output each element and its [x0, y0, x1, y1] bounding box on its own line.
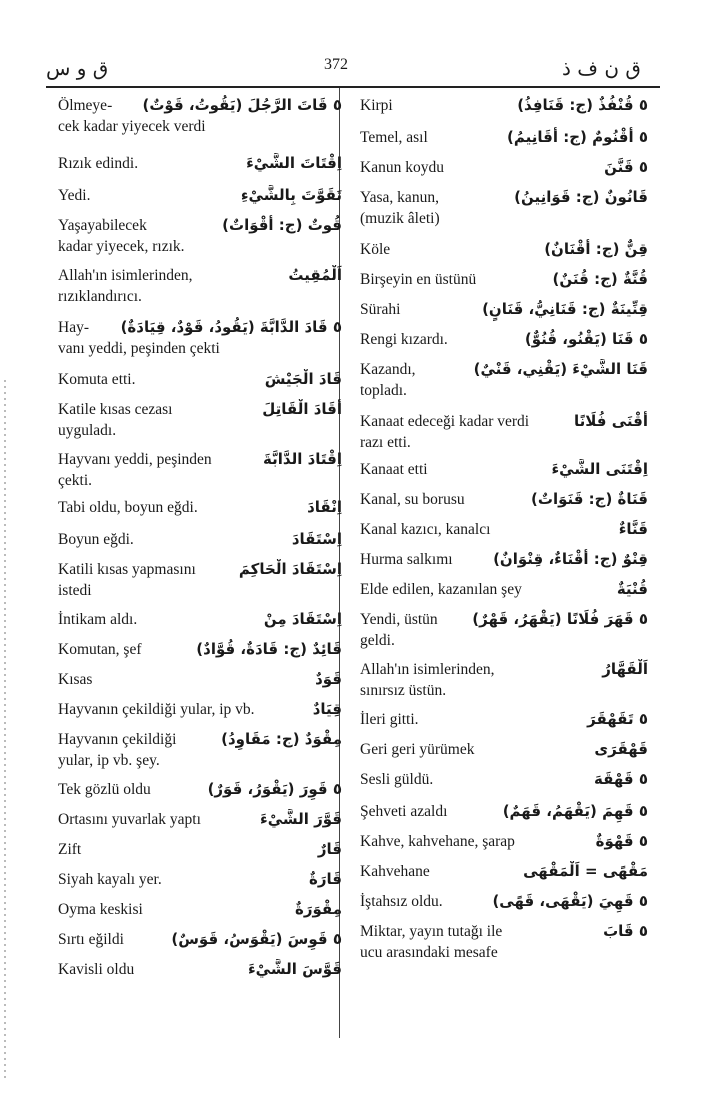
dictionary-entry: [58, 609, 342, 639]
turkish-definition: Zift: [58, 841, 82, 858]
arabic-headword: مِقْوَدٌ (ج: مَقَاوِدُ): [221, 730, 342, 748]
header-left-letters: ق و س: [46, 56, 109, 80]
turkish-definition: Yaşayabilecek: [58, 217, 147, 234]
turkish-definition: Allah'ın isimlerinden,: [58, 267, 193, 284]
turkish-definition: Hayvanın çekildiği yular, ip vb.: [58, 701, 255, 718]
dictionary-entry: [58, 959, 342, 989]
dictionary-entry: [360, 95, 648, 127]
arabic-headword: اِسْتَقَادَ: [291, 530, 342, 548]
turkish-definition: Köle: [360, 241, 391, 258]
dictionary-entry: [360, 459, 648, 489]
arabic-headword: قُنْيَةٌ: [616, 580, 648, 598]
turkish-definition: Allah'ın isimlerinden,: [360, 661, 495, 678]
turkish-definition: Katili kısas yapmasını: [58, 561, 196, 578]
dictionary-entry: [58, 529, 342, 559]
turkish-definition: İleri gitti.: [360, 711, 419, 728]
dictionary-entry: [360, 549, 648, 579]
turkish-definition: Hay-: [58, 319, 89, 336]
dictionary-entry: [360, 239, 648, 269]
definition-continuation: vanı yeddi, peşinden çekti: [58, 340, 220, 357]
definition-continuation: (muzik âleti): [360, 210, 440, 227]
turkish-definition: Rızık edindi.: [58, 155, 139, 172]
arabic-headword: أَقْنَى فُلَانًا: [574, 412, 648, 430]
arabic-headword: قَهْقَرَى: [594, 740, 648, 758]
turkish-definition: Hurma salkımı: [360, 551, 453, 568]
dictionary-entry: [360, 769, 648, 801]
arabic-headword: ٥ قَهْوَةٌ: [595, 832, 648, 850]
dictionary-entry: [360, 489, 648, 519]
dictionary-entry: [58, 559, 342, 609]
arabic-headword: ٥ قَنَا (يَقْنُو، قُنُوٌّ): [524, 330, 648, 348]
arabic-headword: ٥ تَقَهْقَرَ: [587, 710, 648, 728]
arabic-headword: قُنَّةٌ (ج: قُنَنٌ): [552, 270, 648, 288]
arabic-headword: قِنٌّ (ج: أَقْنَانٌ): [544, 240, 648, 258]
arabic-headword: قَوَّسَ الشَّيْءَ: [247, 960, 342, 978]
definition-continuation: razı etti.: [360, 434, 411, 451]
dictionary-entry: [58, 779, 342, 809]
arabic-headword: قَائِدٌ (ج: قَادَةٌ، قُوَّادٌ): [196, 640, 342, 658]
dictionary-entry: [360, 709, 648, 739]
definition-continuation: yular, ip vb. şey.: [58, 752, 160, 769]
turkish-definition: Kanal, su borusu: [360, 491, 465, 508]
turkish-definition: Katile kısas cezası: [58, 401, 173, 418]
turkish-definition: Yedi.: [58, 187, 91, 204]
dictionary-entry: [360, 739, 648, 769]
dictionary-entry: [360, 157, 648, 187]
turkish-definition: Tabi oldu, boyun eğdi.: [58, 499, 198, 516]
dictionary-entry: [58, 449, 342, 497]
arabic-headword: ٥ قَادَ الدَّابَّةَ (يَقُودُ، قَوْدٌ، قِيَادَةٌ): [120, 318, 342, 336]
dictionary-entry: [58, 729, 342, 779]
dictionary-entry: [58, 95, 342, 153]
definition-continuation: çekti.: [58, 472, 92, 489]
arabic-headword: ٥ قَهِمَ (يَقْهَمُ، قَهَمٌ): [502, 802, 648, 820]
dictionary-entry: [360, 831, 648, 861]
turkish-definition: Hayvanın çekildiği: [58, 731, 177, 748]
dictionary-entry: [58, 153, 342, 185]
arabic-headword: قَارٌ: [317, 840, 342, 858]
turkish-definition: Kahve, kahvehane, şarap: [360, 833, 515, 850]
arabic-headword: اِنْقَادَ: [307, 498, 342, 516]
dictionary-entry: [58, 669, 342, 699]
arabic-headword: قُوتٌ (ج: أَقْوَاتٌ): [222, 216, 342, 234]
dictionary-entry: [360, 519, 648, 549]
dictionary-entry: [58, 215, 342, 265]
dictionary-entry: [58, 929, 342, 959]
arabic-headword: قَنَاةٌ (ج: قَنَوَاتٌ): [531, 490, 648, 508]
dictionary-entry: [360, 801, 648, 831]
turkish-definition: Kanaat etti: [360, 461, 428, 478]
right-column: [360, 95, 648, 969]
dictionary-entry: [360, 659, 648, 709]
arabic-headword: قِنْوٌ (ج: أَقْنَاءٌ، قِنْوَانٌ): [493, 550, 648, 568]
page-header: [0, 56, 708, 86]
dictionary-entry: [360, 127, 648, 157]
header-rule: [46, 86, 660, 88]
dictionary-entry: [58, 317, 342, 369]
dictionary-entry: [58, 399, 342, 449]
dictionary-entry: [58, 699, 342, 729]
turkish-definition: Sırtı eğildi: [58, 931, 124, 948]
arabic-headword: ٥ قَوِسَ (يَقْوَسُ، قَوَسٌ): [171, 930, 342, 948]
dictionary-entry: [58, 899, 342, 929]
arabic-headword: ٥ قَهَرَ فُلَانًا (يَقْهَرُ، قَهْرٌ): [472, 610, 648, 628]
turkish-definition: Siyah kayalı yer.: [58, 871, 162, 888]
definition-continuation: ucu arasındaki mesafe: [360, 944, 498, 961]
turkish-definition: Kahvehane: [360, 863, 430, 880]
arabic-headword: مَقْهًى = اَلْمَقْهَى: [523, 862, 648, 880]
arabic-headword: ٥ قُنْفُذٌ (ج: قَنَافِذُ): [517, 96, 648, 114]
binding-gutter: [4, 380, 6, 1080]
turkish-definition: Oyma keskisi: [58, 901, 143, 918]
dictionary-entry: [360, 579, 648, 609]
definition-continuation: topladı.: [360, 382, 407, 399]
turkish-definition: Komutan, şef: [58, 641, 142, 658]
dictionary-entry: [58, 869, 342, 899]
definition-continuation: rızıklandırıcı.: [58, 288, 142, 305]
dictionary-entry: [360, 329, 648, 359]
arabic-headword: اِسْتَقَادَ مِنْ: [263, 610, 342, 628]
arabic-headword: قَادَ الْجَيْشَ: [264, 370, 342, 388]
header-right-letters: ق ن ف ذ: [562, 56, 641, 80]
turkish-definition: Kavisli oldu: [58, 961, 135, 978]
dictionary-entry: [58, 809, 342, 839]
arabic-headword: ٥ قَوِرَ (يَقْوَرُ، قَوَرٌ): [207, 780, 342, 798]
turkish-definition: Elde edilen, kazanılan şey: [360, 581, 522, 598]
dictionary-entry: [58, 839, 342, 869]
arabic-headword: قِيَادٌ: [312, 700, 342, 718]
arabic-headword: قَارَةٌ: [309, 870, 342, 888]
dictionary-entry: [360, 609, 648, 659]
arabic-headword: قَنَا الشَّيْءَ (يَقْنِي، قَنْيٌ): [473, 360, 648, 378]
definition-continuation: istedi: [58, 582, 92, 599]
turkish-definition: Hayvanı yeddi, peşinden: [58, 451, 212, 468]
arabic-headword: قَنَّاءٌ: [618, 520, 648, 538]
dictionary-entry: [58, 369, 342, 399]
arabic-headword: قَوَّرَ الشَّيْءَ: [260, 810, 342, 828]
turkish-definition: Boyun eğdi.: [58, 531, 134, 548]
turkish-definition: Komuta etti.: [58, 371, 136, 388]
turkish-definition: Şehveti azaldı: [360, 803, 448, 820]
turkish-definition: Yendi, üstün: [360, 611, 438, 628]
arabic-headword: اَلْمُقِيتُ: [288, 266, 342, 284]
turkish-definition: Kanal kazıcı, kanalcı: [360, 521, 491, 538]
dictionary-entry: [360, 359, 648, 411]
arabic-headword: قَوَدٌ: [315, 670, 342, 688]
arabic-headword: ٥ قَابَ: [603, 922, 648, 940]
definition-continuation: geldi.: [360, 632, 395, 649]
arabic-headword: ٥ قَنَّنَ: [604, 158, 648, 176]
dictionary-entry: [360, 861, 648, 891]
turkish-definition: İştahsız oldu.: [360, 893, 443, 910]
arabic-headword: اِقْتَادَ الدَّابَّةَ: [263, 450, 342, 468]
arabic-headword: اِقْتَنَى الشَّيْءَ: [551, 460, 648, 478]
arabic-headword: أَقَادَ الْقَاتِلَ: [262, 400, 342, 418]
dictionary-entry: [360, 269, 648, 299]
turkish-definition: Kanaat edeceği kadar verdi: [360, 413, 530, 430]
turkish-definition: Kirpi: [360, 97, 393, 114]
page-number: 372: [324, 56, 348, 73]
definition-continuation: cek kadar yiyecek verdi: [58, 118, 206, 135]
dictionary-entry: [360, 891, 648, 921]
turkish-definition: Rengi kızardı.: [360, 331, 448, 348]
turkish-definition: Kazandı,: [360, 361, 416, 378]
dictionary-entry: [58, 265, 342, 317]
arabic-headword: قِنِّينَةٌ (ج: قَنَانِيُّ، قَنَانٍ): [482, 300, 648, 318]
turkish-definition: Tek gözlü oldu: [58, 781, 151, 798]
turkish-definition: Kısas: [58, 671, 93, 688]
turkish-definition: Kanun koydu: [360, 159, 444, 176]
turkish-definition: Sürahi: [360, 301, 401, 318]
turkish-definition: Miktar, yayın tutağı ile: [360, 923, 503, 940]
dictionary-entry: [58, 185, 342, 215]
definition-continuation: kadar yiyecek, rızık.: [58, 238, 185, 255]
arabic-headword: قَانُونٌ (ج: قَوَانِينُ): [514, 188, 648, 206]
arabic-headword: تَقَوَّتَ بِالشَّيْءِ: [240, 186, 342, 204]
definition-continuation: sınırsız üstün.: [360, 682, 447, 699]
dictionary-entry: [360, 187, 648, 239]
dictionary-entry: [360, 299, 648, 329]
arabic-headword: اِسْتَقَادَ الْحَاكِمَ: [238, 560, 342, 578]
dictionary-entry: [58, 639, 342, 669]
arabic-headword: مِقْوَرَةٌ: [295, 900, 342, 918]
arabic-headword: ٥ أُقْنُومٌ (ج: أَقَانِيمُ): [507, 128, 648, 146]
arabic-headword: اِقْتَاتَ الشَّيْءَ: [246, 154, 342, 172]
dictionary-entry: [360, 921, 648, 969]
left-column: [58, 95, 342, 989]
turkish-definition: Geri geri yürümek: [360, 741, 475, 758]
dictionary-entry: [360, 411, 648, 459]
turkish-definition: İntikam aldı.: [58, 611, 138, 628]
definition-continuation: uyguladı.: [58, 422, 117, 439]
turkish-definition: Birşeyin en üstünü: [360, 271, 477, 288]
dictionary-entry: [58, 497, 342, 529]
arabic-headword: ٥ قَهْقَهَ: [594, 770, 648, 788]
turkish-definition: Ortasını yuvarlak yaptı: [58, 811, 201, 828]
arabic-headword: ٥ قَهِيَ (يَقْهَى، قَهًى): [492, 892, 648, 910]
turkish-definition: Temel, asıl: [360, 129, 428, 146]
turkish-definition: Sesli güldü.: [360, 771, 434, 788]
turkish-definition: Yasa, kanun,: [360, 189, 439, 206]
turkish-definition: Ölmeye-: [58, 97, 113, 114]
arabic-headword: ٥ قَاتَ الرَّجُلَ (يَقُوتُ، قَوْتٌ): [142, 96, 342, 114]
arabic-headword: اَلْقَهَّارُ: [602, 660, 648, 678]
